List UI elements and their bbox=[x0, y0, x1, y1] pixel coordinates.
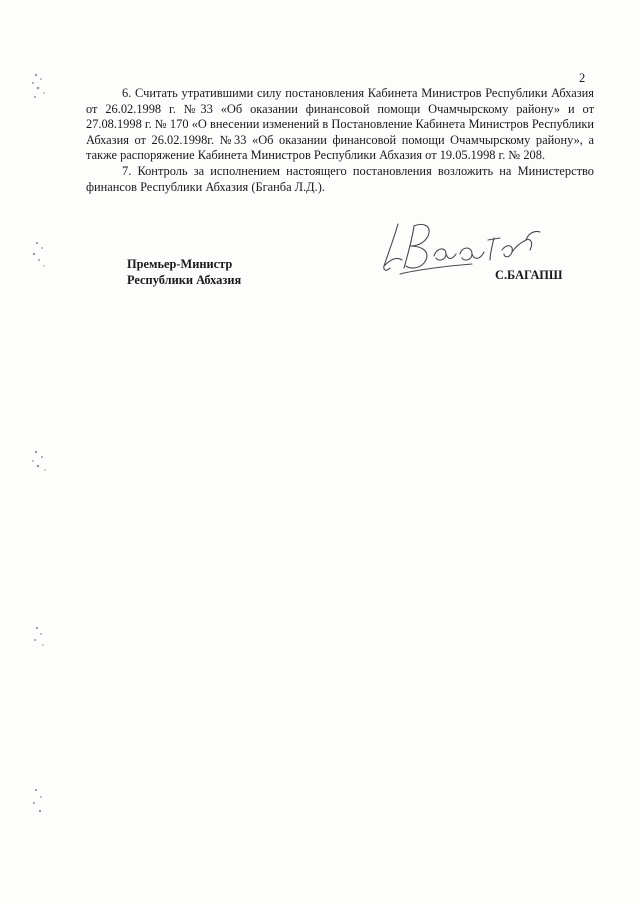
paragraph-6: 6. Считать утратившими силу постановления Кабинета Министров Республики Абхазия от 26.02.1998 г. №33 «Об оказании финансовой помощи Очамчырскому району» и от 27.08.1998 г. № 170 «О внесении изменений в Постановление Кабинета Министров Республики Абхазия от 26.02.1998г. №33 «Об оказании финансовой помощи Очамчырскому району», а также распоряжение Кабинета Министров Республики Абхазия от 19.05.1998 г. № 208. bbox=[86, 86, 594, 163]
signatory-title bbox=[127, 257, 241, 288]
signatory-title-line2: Республики Абхазия bbox=[127, 272, 242, 287]
signer-name: С.БАГАПШ bbox=[495, 268, 563, 282]
page-number: 2 bbox=[579, 71, 586, 85]
binder-hole-marks bbox=[0, 0, 60, 905]
signatory-title-line1: Премьер-Министр bbox=[127, 257, 233, 271]
document-body bbox=[86, 86, 594, 195]
paragraph-7: 7. Контроль за исполнением настоящего постановления возложить на Министерство финансов Республики Абхазия (Бганба Л.Д.). bbox=[86, 163, 594, 194]
